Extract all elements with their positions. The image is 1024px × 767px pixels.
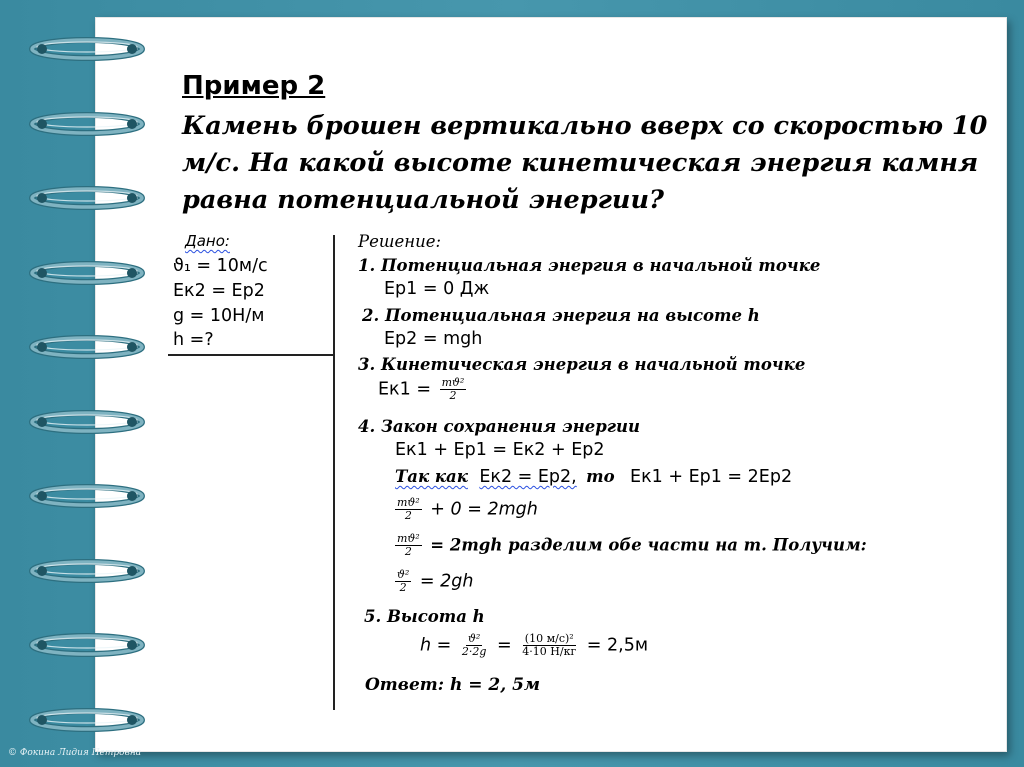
problem-statement: Камень брошен вертикально вверх со скоростью 10 м/с. На какой высоте кинетическая энергия камня равна потенциальной энергии?: [182, 111, 988, 215]
equation-5-right: + 0 = 2mgh: [430, 499, 538, 520]
step-4-since: [395, 467, 792, 487]
slide-title: Пример 2: [182, 71, 326, 101]
given-line: h =?: [173, 330, 214, 350]
step-3-eq-left: Eк1 =: [378, 379, 431, 400]
answer: Ответ: h = 2, 5м: [365, 675, 541, 695]
equation-6-right: = 2mgh разделим обе части на m. Получим:: [430, 535, 867, 555]
step-3: 3. Кинетическая энергия в начальной точке: [358, 355, 806, 374]
given-divider-vertical: [333, 235, 335, 710]
fraction: $\frac{\text{mϑ²}}{2}$: [397, 532, 420, 558]
step-2-equation: Ep2 = mgh: [384, 329, 483, 349]
given-heading: Дано:: [185, 232, 230, 250]
step-4: 4. Закон сохранения энергии: [358, 417, 641, 436]
given-line: ϑ₁ = 10м/с: [173, 256, 268, 276]
step-1-equation: Ep1 = 0 Дж: [384, 279, 490, 299]
equation-6: [392, 533, 867, 558]
binder-ring-icon: [28, 185, 146, 211]
since-condition: Eк2 = Ep2,: [479, 467, 577, 487]
equation-7-right: = 2gh: [419, 571, 474, 592]
binder-ring-icon: [28, 483, 146, 509]
binder-ring-icon: [28, 707, 146, 733]
fraction: $\frac{\text{(10 м/с)²}}{4\cdot 10 Н/кг}$: [522, 632, 577, 658]
fraction: $\frac{\text{mϑ²}}{2}$: [441, 376, 465, 402]
step-3-equation: [378, 377, 469, 402]
fraction: $\frac{\text{ϑ²}}{2}$: [397, 568, 410, 594]
binder-ring-icon: [28, 111, 146, 137]
fraction: $\frac{\text{ϑ²}}{2\cdot 2g}$: [461, 632, 487, 658]
step-4-equation: Eк1 + Ep1 = Eк2 + Ep2: [395, 440, 605, 460]
height-equation: [420, 633, 648, 658]
equation-7: [392, 569, 473, 594]
equation-5: [392, 497, 538, 522]
step-2: 2. Потенциальная энергия на высоте h: [362, 306, 760, 325]
h-mid: =: [497, 635, 512, 656]
given-line: g = 10Н/м: [173, 306, 265, 326]
step-5: 5. Высота h: [364, 607, 485, 626]
binder-ring-icon: [28, 260, 146, 286]
step-1: 1. Потенциальная энергия в начальной точке: [358, 256, 821, 275]
binder-ring-icon: [28, 558, 146, 584]
binder-ring-icon: [28, 632, 146, 658]
solution-heading: Решение:: [358, 232, 442, 251]
h-right: = 2,5м: [586, 635, 649, 656]
copyright-text: © Фокина Лидия Петровна: [8, 748, 142, 758]
given-line: Eк2 = Ep2: [173, 281, 265, 301]
binder-ring-icon: [28, 36, 146, 62]
binder-ring-icon: [28, 334, 146, 360]
since-result: Eк1 + Ep1 = 2Ep2: [630, 467, 793, 487]
since-then: то: [586, 467, 615, 486]
h-left: h =: [420, 635, 452, 656]
binder-ring-icon: [28, 409, 146, 435]
since-text: Так как: [395, 467, 468, 486]
given-divider-horizontal: [168, 354, 333, 356]
fraction: $\frac{\text{mϑ²}}{2}$: [397, 496, 420, 522]
